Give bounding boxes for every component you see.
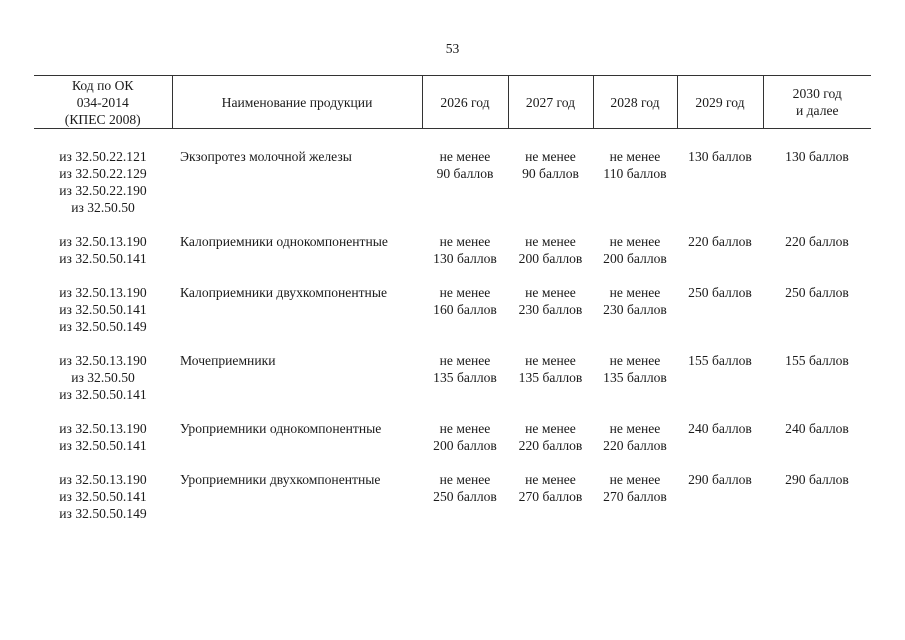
- cell-product-name: Калоприемники двухкомпонентные: [180, 285, 387, 300]
- cell-2028: [593, 352, 677, 420]
- cell-product-name: Мочеприемники: [180, 353, 276, 368]
- cell-2028-line: не менее: [609, 285, 661, 300]
- cell-2028: [593, 420, 677, 471]
- cell-2026-line: не менее: [439, 149, 491, 164]
- cell-product-name: Калоприемники однокомпонентные: [180, 234, 388, 249]
- cell-2028-line: 135 баллов: [603, 370, 667, 385]
- cell-2027-line: 200 баллов: [518, 251, 583, 266]
- cell-2027: [508, 129, 593, 234]
- cell-2026: [422, 420, 508, 471]
- header-product-name: Наименование продукции: [172, 76, 422, 129]
- cell-code-line: из 32.50.22.129: [59, 166, 147, 181]
- cell-2028: [593, 471, 677, 539]
- header-code-line: 034-2014: [76, 94, 129, 110]
- cell-2026-line: не менее: [439, 234, 491, 249]
- cell-2027-line: не менее: [525, 285, 576, 300]
- cell-code-line: из 32.50.50.149: [59, 506, 147, 521]
- cell-2030-line: 155 баллов: [785, 353, 849, 368]
- cell-2030-line: 220 баллов: [785, 234, 849, 249]
- cell-code-line: из 32.50.13.190: [59, 234, 147, 249]
- cell-2026-line: 250 баллов: [433, 489, 497, 504]
- cell-2029: [677, 129, 763, 234]
- cell-2028-line: 230 баллов: [603, 302, 667, 317]
- cell-2026-line: 200 баллов: [433, 438, 497, 453]
- cell-2030: [763, 233, 871, 284]
- cell-2026-line: не менее: [439, 472, 491, 487]
- header-2029: 2029 год: [677, 76, 763, 129]
- cell-2027: [508, 233, 593, 284]
- cell-2026-line: не менее: [439, 421, 491, 436]
- cell-2028: [593, 233, 677, 284]
- cell-2027-line: не менее: [525, 421, 576, 436]
- cell-2028-line: 220 баллов: [603, 438, 667, 453]
- cell-2030-line: 130 баллов: [785, 149, 849, 164]
- cell-code: [34, 129, 172, 234]
- cell-2028: [593, 129, 677, 234]
- cell-2026-line: 130 баллов: [433, 251, 497, 266]
- cell-code: [34, 233, 172, 284]
- cell-code-line: из 32.50.50.141: [59, 251, 147, 266]
- header-code-line: Код по ОК: [72, 77, 134, 93]
- cell-2028-line: 270 баллов: [603, 489, 667, 504]
- cell-2030: [763, 471, 871, 539]
- cell-2027-line: не менее: [525, 234, 576, 249]
- header-2026: 2026 год: [422, 76, 508, 129]
- requirements-table: [34, 75, 871, 539]
- cell-2027-line: не менее: [525, 149, 576, 164]
- cell-2029-line: 220 баллов: [688, 234, 752, 249]
- cell-2026-line: 160 баллов: [433, 302, 497, 317]
- table-row: [34, 129, 871, 234]
- cell-2028-line: не менее: [609, 353, 661, 368]
- cell-code: [34, 284, 172, 352]
- cell-2029-line: 290 баллов: [688, 472, 752, 487]
- cell-2026: [422, 233, 508, 284]
- cell-2030-line: 240 баллов: [785, 421, 849, 436]
- cell-code: [34, 471, 172, 539]
- cell-code-line: из 32.50.22.121: [59, 149, 147, 164]
- cell-code-line: из 32.50.50: [71, 200, 135, 215]
- cell-code: [34, 420, 172, 471]
- table-body: [34, 129, 871, 540]
- cell-code-line: из 32.50.13.190: [59, 472, 147, 487]
- table-row: [34, 233, 871, 284]
- header-2028: 2028 год: [593, 76, 677, 129]
- cell-code-line: из 32.50.50.141: [59, 438, 147, 453]
- cell-2030-line: 250 баллов: [785, 285, 849, 300]
- cell-2029: [677, 233, 763, 284]
- cell-2029: [677, 352, 763, 420]
- cell-2027: [508, 471, 593, 539]
- cell-product-name: Уроприемники однокомпонентные: [180, 421, 382, 436]
- cell-code: [34, 352, 172, 420]
- cell-product-name: Экзопротез молочной железы: [180, 149, 352, 164]
- cell-2027: [508, 420, 593, 471]
- cell-code-line: из 32.50.13.190: [59, 353, 147, 368]
- cell-2028-line: не менее: [609, 472, 661, 487]
- cell-code-line: из 32.50.50.141: [59, 302, 147, 317]
- cell-2029-line: 155 баллов: [688, 353, 752, 368]
- cell-2026: [422, 352, 508, 420]
- header-2030-line: 2030 год: [792, 86, 842, 101]
- header-2027: 2027 год: [508, 76, 593, 129]
- cell-2028-line: не менее: [609, 421, 661, 436]
- table-row: [34, 420, 871, 471]
- cell-code-line: из 32.50.22.190: [59, 183, 147, 198]
- cell-2029-line: 250 баллов: [688, 285, 752, 300]
- cell-2027-line: 270 баллов: [518, 489, 583, 504]
- cell-2028-line: не менее: [609, 149, 661, 164]
- cell-code-line: из 32.50.50.149: [59, 319, 147, 334]
- cell-2030-line: 290 баллов: [785, 472, 849, 487]
- cell-2029-line: 240 баллов: [688, 421, 752, 436]
- table-row: [34, 471, 871, 539]
- cell-2027-line: 220 баллов: [518, 438, 583, 453]
- cell-2026-line: не менее: [439, 285, 491, 300]
- cell-2027-line: 230 баллов: [518, 302, 583, 317]
- cell-2027-line: 90 баллов: [522, 166, 579, 181]
- cell-2026: [422, 471, 508, 539]
- cell-code-line: из 32.50.13.190: [59, 285, 147, 300]
- cell-2028-line: 110 баллов: [603, 166, 667, 181]
- table-row: [34, 284, 871, 352]
- cell-2027-line: не менее: [525, 472, 576, 487]
- cell-2027-line: 135 баллов: [518, 370, 583, 385]
- cell-2027: [508, 352, 593, 420]
- cell-2030: [763, 284, 871, 352]
- cell-2026-line: 135 баллов: [433, 370, 497, 385]
- cell-code-line: из 32.50.50: [71, 370, 135, 385]
- header-2030: [763, 76, 871, 129]
- cell-2027: [508, 284, 593, 352]
- cell-2026-line: не менее: [439, 353, 491, 368]
- cell-2030: [763, 129, 871, 234]
- header-code: [34, 76, 172, 129]
- cell-2026-line: 90 баллов: [436, 166, 494, 181]
- cell-2029: [677, 420, 763, 471]
- cell-product-name: Уроприемники двухкомпонентные: [180, 472, 381, 487]
- cell-2030: [763, 352, 871, 420]
- cell-2026: [422, 284, 508, 352]
- header-2030-line: и далее: [795, 103, 839, 118]
- cell-2027-line: не менее: [525, 353, 576, 368]
- page-number: 53: [445, 41, 460, 56]
- cell-2028-line: не менее: [609, 234, 661, 249]
- table-row: [34, 352, 871, 420]
- header-code-line: (КПЕС 2008): [64, 111, 141, 127]
- cell-2028-line: 200 баллов: [603, 251, 667, 266]
- cell-2029-line: 130 баллов: [688, 149, 752, 164]
- cell-2026: [422, 129, 508, 234]
- table-header-row: [34, 76, 871, 129]
- cell-2028: [593, 284, 677, 352]
- cell-2029: [677, 471, 763, 539]
- cell-code-line: из 32.50.50.141: [59, 489, 147, 504]
- cell-code-line: из 32.50.13.190: [59, 421, 147, 436]
- cell-2030: [763, 420, 871, 471]
- cell-2029: [677, 284, 763, 352]
- cell-code-line: из 32.50.50.141: [59, 387, 147, 402]
